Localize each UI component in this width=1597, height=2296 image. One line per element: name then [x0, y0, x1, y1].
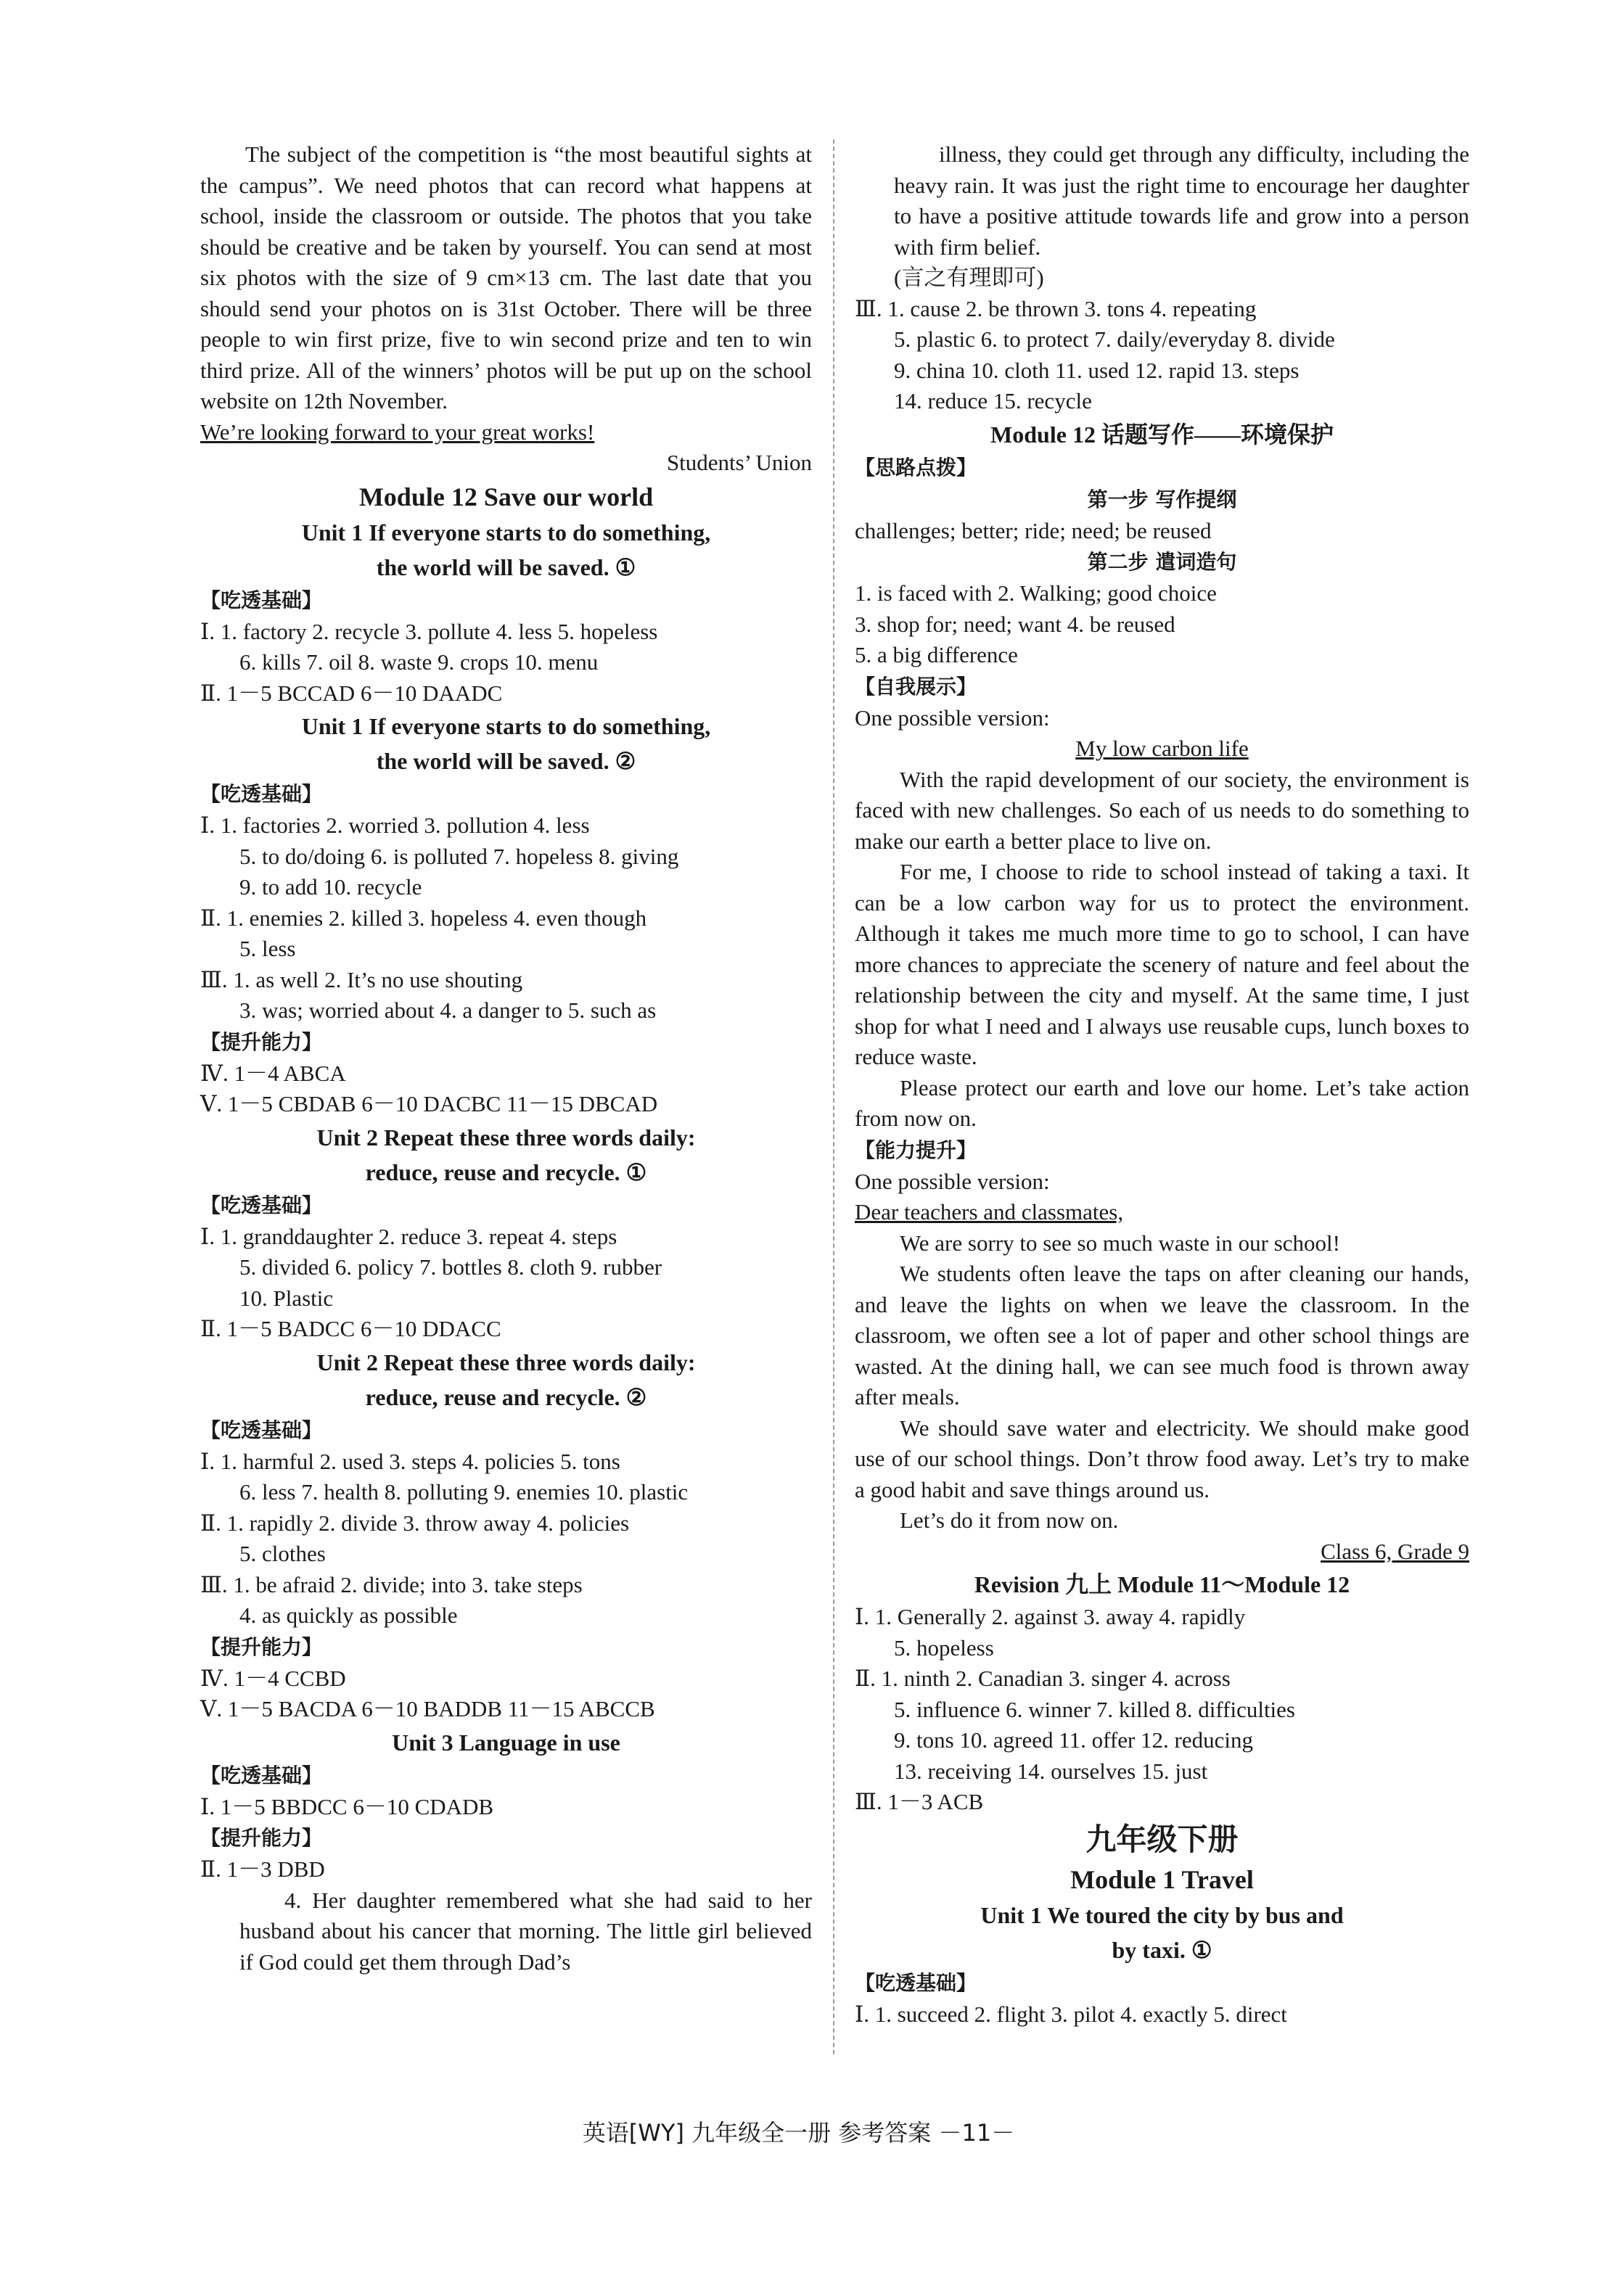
section-tag: 【自我展示】 — [855, 674, 977, 699]
underlined-line: Dear teachers and classmates, — [855, 1199, 1124, 1225]
answer-line: Ⅲ. 1－3 ACB — [855, 1789, 984, 1814]
section-tag: 【提升能力】 — [200, 1634, 323, 1659]
section-tag: 【吃透基础】 — [200, 782, 323, 806]
answer-line-indented: 9. tons 10. agreed 11. offer 12. reducing — [894, 1727, 1254, 1753]
unit-heading: Unit 1 We toured the city by bus and — [980, 1901, 1344, 1928]
answer-line-indented: 5. to do/doing 6. is polluted 7. hopeless 8. giving — [239, 843, 679, 869]
answer-line: 5. a big difference — [855, 642, 1018, 667]
unit-heading: reduce, reuse and recycle. ① — [365, 1159, 647, 1185]
answer-line: Ⅰ. 1. Generally 2. against 3. away 4. rapidly — [855, 1604, 1246, 1629]
section-tag: 【吃透基础】 — [200, 1763, 323, 1787]
answer-line: challenges; better; ride; need; be reused — [855, 517, 1212, 543]
underlined-line: We’re looking forward to your great works! — [200, 419, 595, 445]
unit-heading: Unit 1 If everyone starts to do something, — [301, 519, 711, 546]
answer-line: One possible version: — [855, 1168, 1050, 1194]
answer-line: 3. shop for; need; want 4. be reused — [855, 611, 1175, 637]
answer-paragraph: 4. Her daughter remembered what she had said to her husband about his cancer that morning. The little girl believed if God could get them through Dad’s — [239, 1887, 812, 1975]
answer-line: Ⅰ. 1. granddaughter 2. reduce 3. repeat 4. steps — [200, 1223, 617, 1249]
answer-line-indented: (言之有理即可) — [894, 265, 1044, 290]
left-column — [200, 139, 812, 1978]
page-footer: 英语[WY] 九年级全一册 参考答案 －11－ — [582, 2119, 1015, 2147]
step-heading: 第二步 遣词造句 — [1087, 550, 1237, 574]
answer-line: Ⅳ. 1－4 CCBD — [200, 1665, 346, 1691]
unit-heading: by taxi. ① — [1112, 1936, 1212, 1963]
unit-heading: Module 12 话题写作——环境保护 — [990, 421, 1334, 448]
answer-line-indented: 10. Plastic — [239, 1285, 334, 1311]
answer-line: Ⅰ. 1－5 BBDCC 6－10 CDADB — [200, 1793, 494, 1819]
paragraph: The subject of the competition is “the most beautiful sights at the campus”. We need photos that can record what happens at school, inside the classroom or outside. The photos that you take should be creative and be taken by yourself. You can send at most six photos with the size of 9 cm×13 cm. The last date that you should send your photos on is 31st October. There will be three people to win first prize, five to win second prize and ten to win third prize. All of the winners’ photos will be put up on the school website on 12th November. — [200, 141, 812, 413]
unit-heading: reduce, reuse and recycle. ② — [365, 1383, 647, 1410]
answer-line-indented: 5. hopeless — [894, 1634, 994, 1661]
answer-line: Ⅰ. 1. factory 2. recycle 3. pollute 4. less 5. hopeless — [200, 618, 658, 644]
answer-line-indented: 5. influence 6. winner 7. killed 8. difficulties — [894, 1696, 1295, 1722]
unit-heading: the world will be saved. ① — [376, 554, 636, 580]
answer-line-indented: 5. divided 6. policy 7. bottles 8. cloth 9. rubber — [239, 1254, 662, 1280]
answer-line: Ⅰ. 1. factories 2. worried 3. pollution 4. less — [200, 812, 590, 838]
unit-heading: Revision 九上 Module 11～Module 12 — [974, 1571, 1350, 1597]
paragraph: We are sorry to see so much waste in our school! — [900, 1230, 1340, 1256]
signature: Students’ Union — [666, 450, 812, 475]
section-tag: 【提升能力】 — [200, 1826, 323, 1850]
answer-line-indented: 6. kills 7. oil 8. waste 9. crops 10. menu — [239, 649, 599, 675]
paragraph: We students often leave the taps on after cleaning our hands, and leave the lights on when we leave the classroom. In the classroom, we often see a lot of paper and other school things are wasted. At the dining hall, we can see much food is thrown away after meals. — [855, 1261, 1469, 1410]
answer-line-indented: 5. less — [239, 936, 296, 961]
answer-line: Ⅱ. 1－5 BADCC 6－10 DDACC — [200, 1316, 501, 1341]
section-tag: 【思路点拨】 — [855, 455, 977, 480]
answer-line: Ⅲ. 1. be afraid 2. divide; into 3. take steps — [200, 1571, 583, 1597]
section-tag: 【吃透基础】 — [855, 1970, 977, 1995]
essay-title: My low carbon life — [1075, 736, 1249, 761]
answer-line: Ⅰ. 1. harmful 2. used 3. steps 4. policies 5. tons — [200, 1448, 620, 1474]
answer-line-indented: 5. plastic 6. to protect 7. daily/everyday 8. divide — [894, 326, 1335, 352]
answer-line: Ⅱ. 1. rapidly 2. divide 3. throw away 4. policies — [200, 1510, 630, 1536]
answer-line-indented: 5. clothes — [239, 1541, 326, 1566]
answer-line: Ⅲ. 1. as well 2. It’s no use shouting — [200, 966, 523, 992]
grade-heading: 九年级下册 — [1085, 1821, 1239, 1857]
paragraph: With the rapid development of our society, the environment is faced with new challenges. So each of us needs to do something to make our earth a better place to live on. — [855, 766, 1469, 854]
unit-heading: Unit 2 Repeat these three words daily: — [316, 1349, 696, 1375]
paragraph: We should save water and electricity. We should make good use of our school things. Don’t throw food away. Let’s try to make a good habit and save things around us. — [855, 1415, 1469, 1502]
unit-heading: Unit 2 Repeat these three words daily: — [316, 1124, 696, 1151]
paragraph: For me, I choose to ride to school instead of taking a taxi. It can be a low carbon way for us to protect the environment. Although it takes me much more time to go to school, I can have more chances to appreciate the scenery of nature and feel about the relationship between the city and myself. At the same time, I just shop for what I need and I always use reusable cups, lunch boxes to reduce waste. — [855, 859, 1469, 1069]
answer-line-indented: 9. china 10. cloth 11. used 12. rapid 13. steps — [894, 357, 1300, 383]
answer-line: Ⅰ. 1. succeed 2. flight 3. pilot 4. exactly 5. direct — [855, 2001, 1287, 2027]
answer-line: Ⅱ. 1－3 DBD — [200, 1856, 325, 1882]
section-tag: 【吃透基础】 — [200, 1417, 323, 1442]
signature: Class 6, Grade 9 — [1321, 1538, 1469, 1564]
answer-line: Ⅴ. 1－5 BACDA 6－10 BADDB 11－15 ABCCB — [200, 1696, 655, 1721]
module-heading: Module 1 Travel — [1070, 1864, 1254, 1894]
answer-line: One possible version: — [855, 704, 1050, 731]
answer-line-indented: 13. receiving 14. ourselves 15. just — [894, 1758, 1208, 1784]
section-tag: 【吃透基础】 — [200, 1193, 323, 1217]
answer-line: Ⅱ. 1. enemies 2. killed 3. hopeless 4. even though — [200, 905, 647, 931]
column-divider — [833, 139, 834, 2054]
section-tag: 【提升能力】 — [200, 1029, 323, 1054]
answer-line-indented: 14. reduce 15. recycle — [894, 388, 1092, 413]
answer-line: Ⅱ. 1－5 BCCAD 6－10 DAADC — [200, 680, 503, 706]
answer-line-indented: 3. was; worried about 4. a danger to 5. such as — [239, 997, 657, 1023]
answer-line: Ⅴ. 1－5 CBDAB 6－10 DACBC 11－15 DBCAD — [200, 1091, 658, 1116]
answer-paragraph: illness, they could get through any difficulty, including the heavy rain. It was just the right time to encourage her daughter to have a positive attitude towards life and grow into a person with firm belief. — [894, 141, 1469, 260]
answer-line: 1. is faced with 2. Walking; good choice — [855, 580, 1217, 606]
unit-heading: Unit 3 Language in use — [392, 1729, 620, 1756]
answer-line-indented: 4. as quickly as possible — [239, 1602, 458, 1628]
step-heading: 第一步 写作提纲 — [1087, 487, 1237, 511]
answer-line: Ⅱ. 1. ninth 2. Canadian 3. singer 4. across — [855, 1666, 1231, 1691]
right-column — [855, 139, 1469, 2030]
paragraph: Please protect our earth and love our home. Let’s take action from now on. — [855, 1074, 1469, 1131]
answer-line: Ⅳ. 1－4 ABCA — [200, 1060, 346, 1086]
paragraph: Let’s do it from now on. — [900, 1507, 1119, 1533]
answer-line-indented: 9. to add 10. recycle — [239, 874, 422, 900]
answer-line: Ⅲ. 1. cause 2. be thrown 3. tons 4. repeating — [855, 295, 1257, 321]
unit-heading: Unit 1 If everyone starts to do something, — [301, 713, 711, 739]
section-tag: 【能力提升】 — [855, 1137, 977, 1162]
unit-heading: the world will be saved. ② — [376, 748, 636, 774]
answer-line-indented: 6. less 7. health 8. polluting 9. enemies 10. plastic — [239, 1479, 689, 1505]
section-tag: 【吃透基础】 — [200, 588, 323, 612]
module-heading: Module 12 Save our world — [358, 482, 654, 511]
